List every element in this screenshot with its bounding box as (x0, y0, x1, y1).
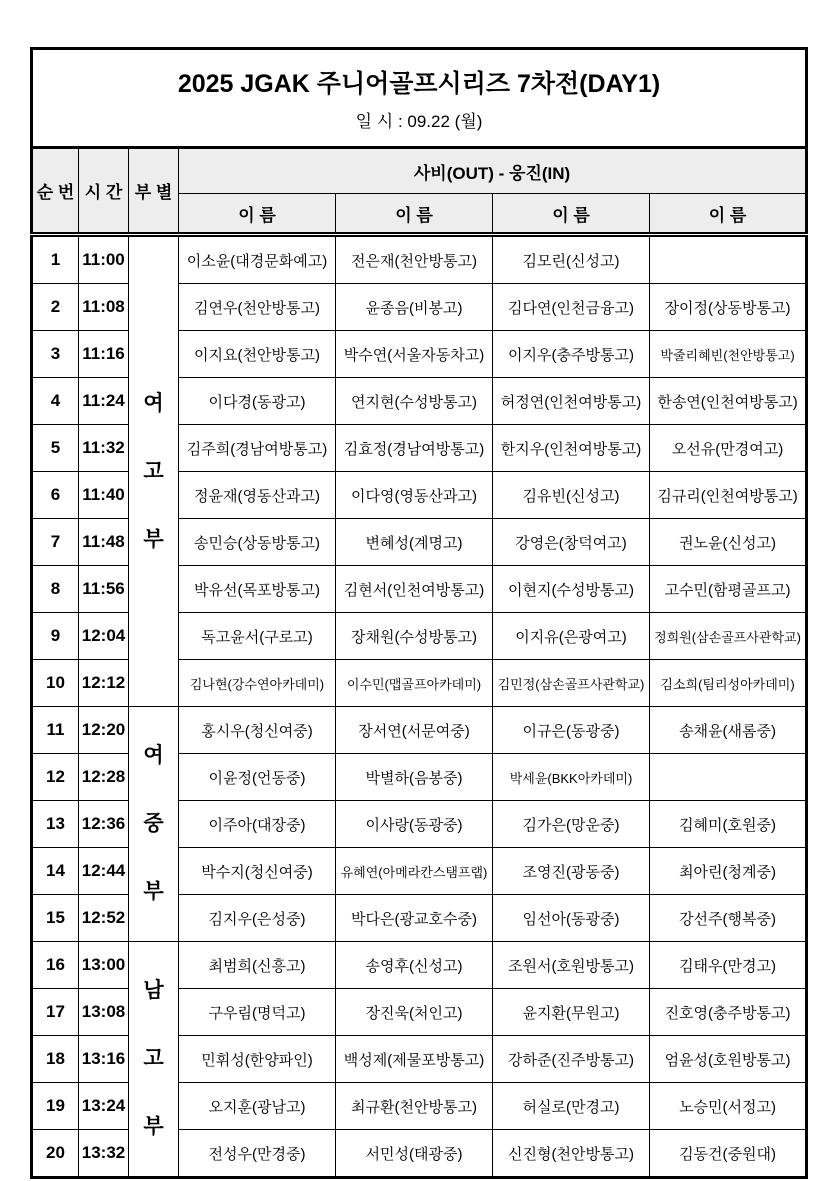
player-name-cell: 홍시우(청신여중) (179, 707, 336, 754)
player-name-cell: 윤지환(무원고) (493, 989, 650, 1036)
player-name-cell: 독고윤서(구로고) (179, 613, 336, 660)
player-name-cell: 진호영(충주방통고) (650, 989, 807, 1036)
row-number-cell: 3 (32, 331, 79, 378)
player-name-cell: 유혜연(아메라칸스탬프랩) (336, 848, 493, 895)
player-name-cell: 전성우(만경중) (179, 1130, 336, 1178)
player-name-cell: 서민성(태광중) (336, 1130, 493, 1178)
player-name-cell (650, 235, 807, 284)
header-time: 시 간 (79, 148, 129, 235)
player-name-cell: 노승민(서정고) (650, 1083, 807, 1130)
player-name-cell (650, 754, 807, 801)
table-row (32, 707, 807, 754)
time-cell: 11:32 (79, 425, 129, 472)
header-row-1 (32, 148, 807, 194)
header-name-2: 이 름 (336, 194, 493, 235)
player-name-cell: 김효정(경남여방통고) (336, 425, 493, 472)
row-number-cell: 13 (32, 801, 79, 848)
player-name-cell: 최아린(청계중) (650, 848, 807, 895)
player-name-cell: 이수민(맵골프아카데미) (336, 660, 493, 707)
player-name-cell: 강영은(창덕여고) (493, 519, 650, 566)
player-name-cell: 박유선(목포방통고) (179, 566, 336, 613)
title-cell (32, 49, 807, 148)
player-name-cell: 오지훈(광남고) (179, 1083, 336, 1130)
player-name-cell: 이지유(은광여고) (493, 613, 650, 660)
time-cell: 13:08 (79, 989, 129, 1036)
player-name-cell: 엄윤성(호원방통고) (650, 1036, 807, 1083)
player-name-cell: 연지현(수성방통고) (336, 378, 493, 425)
title-row (32, 49, 807, 148)
player-name-cell: 김현서(인천여방통고) (336, 566, 493, 613)
header-course: 사비(OUT) - 웅진(IN) (179, 148, 807, 194)
player-name-cell: 이다영(영동산과고) (336, 472, 493, 519)
player-name-cell: 전은재(천안방통고) (336, 235, 493, 284)
division-cell (129, 707, 179, 942)
player-name-cell: 윤종음(비봉고) (336, 284, 493, 331)
division-label: 남고부 (143, 979, 164, 1138)
player-name-cell: 구우림(명덕고) (179, 989, 336, 1036)
time-cell: 12:28 (79, 754, 129, 801)
time-cell: 13:00 (79, 942, 129, 989)
table-body (32, 235, 807, 1178)
time-cell: 12:04 (79, 613, 129, 660)
table-row (32, 942, 807, 989)
player-name-cell: 김유빈(신성고) (493, 472, 650, 519)
player-name-cell: 정희원(삼손골프사관학교) (650, 613, 807, 660)
time-cell: 11:56 (79, 566, 129, 613)
row-number-cell: 10 (32, 660, 79, 707)
player-name-cell: 이지우(충주방통고) (493, 331, 650, 378)
player-name-cell: 조영진(광동중) (493, 848, 650, 895)
event-date: 일 시 : 09.22 (월) (355, 112, 483, 131)
row-number-cell: 19 (32, 1083, 79, 1130)
row-number-cell: 1 (32, 235, 79, 284)
player-name-cell: 최범희(신흥고) (179, 942, 336, 989)
row-number-cell: 5 (32, 425, 79, 472)
player-name-cell: 이윤정(언동중) (179, 754, 336, 801)
player-name-cell: 박수지(청신여중) (179, 848, 336, 895)
header-no: 순 번 (32, 148, 79, 235)
player-name-cell: 김민정(삼손골프사관학교) (493, 660, 650, 707)
player-name-cell: 이사랑(동광중) (336, 801, 493, 848)
time-cell: 11:40 (79, 472, 129, 519)
time-cell: 11:00 (79, 235, 129, 284)
player-name-cell: 송민승(상동방통고) (179, 519, 336, 566)
player-name-cell: 김소희(팀리성아카데미) (650, 660, 807, 707)
time-cell: 11:24 (79, 378, 129, 425)
tee-time-table (30, 47, 808, 1179)
player-name-cell: 김모린(신성고) (493, 235, 650, 284)
player-name-cell: 김지우(은성중) (179, 895, 336, 942)
player-name-cell: 김연우(천안방통고) (179, 284, 336, 331)
player-name-cell: 오선유(만경여고) (650, 425, 807, 472)
row-number-cell: 4 (32, 378, 79, 425)
time-cell: 13:32 (79, 1130, 129, 1178)
player-name-cell: 이지요(천안방통고) (179, 331, 336, 378)
player-name-cell: 한송연(인천여방통고) (650, 378, 807, 425)
time-cell: 11:16 (79, 331, 129, 378)
player-name-cell: 변혜성(계명고) (336, 519, 493, 566)
row-number-cell: 7 (32, 519, 79, 566)
time-cell: 12:52 (79, 895, 129, 942)
player-name-cell: 장서연(서문여중) (336, 707, 493, 754)
player-name-cell: 박별하(음봉중) (336, 754, 493, 801)
player-name-cell: 이현지(수성방통고) (493, 566, 650, 613)
player-name-cell: 조원서(호원방통고) (493, 942, 650, 989)
time-cell: 11:08 (79, 284, 129, 331)
player-name-cell: 김다연(인천금융고) (493, 284, 650, 331)
player-name-cell: 신진형(천안방통고) (493, 1130, 650, 1178)
player-name-cell: 송채윤(새롬중) (650, 707, 807, 754)
player-name-cell: 박세윤(BKK아카데미) (493, 754, 650, 801)
player-name-cell: 박수연(서울자동차고) (336, 331, 493, 378)
time-cell: 12:36 (79, 801, 129, 848)
row-number-cell: 11 (32, 707, 79, 754)
player-name-cell: 박다은(광교호수중) (336, 895, 493, 942)
division-label: 여고부 (143, 391, 164, 551)
player-name-cell: 민휘성(한양파인) (179, 1036, 336, 1083)
player-name-cell: 임선아(동광중) (493, 895, 650, 942)
document-title: 2025 JGAK 주니어골프시리즈 7차전(DAY1) (177, 70, 661, 98)
player-name-cell: 허실로(만경고) (493, 1083, 650, 1130)
player-name-cell: 허정연(인천여방통고) (493, 378, 650, 425)
time-cell: 11:48 (79, 519, 129, 566)
row-number-cell: 2 (32, 284, 79, 331)
player-name-cell: 최규환(천안방통고) (336, 1083, 493, 1130)
player-name-cell: 고수민(함평골프고) (650, 566, 807, 613)
row-number-cell: 15 (32, 895, 79, 942)
row-number-cell: 9 (32, 613, 79, 660)
player-name-cell: 김태우(만경고) (650, 942, 807, 989)
header-name-4: 이 름 (650, 194, 807, 235)
player-name-cell: 김주희(경남여방통고) (179, 425, 336, 472)
player-name-cell: 강하준(진주방통고) (493, 1036, 650, 1083)
player-name-cell: 강선주(행복중) (650, 895, 807, 942)
header-division: 부 별 (129, 148, 179, 235)
row-number-cell: 12 (32, 754, 79, 801)
row-number-cell: 17 (32, 989, 79, 1036)
player-name-cell: 이주아(대장중) (179, 801, 336, 848)
player-name-cell: 정윤재(영동산과고) (179, 472, 336, 519)
header-name-1: 이 름 (179, 194, 336, 235)
row-number-cell: 6 (32, 472, 79, 519)
player-name-cell: 김규리(인천여방통고) (650, 472, 807, 519)
row-number-cell: 16 (32, 942, 79, 989)
row-number-cell: 14 (32, 848, 79, 895)
player-name-cell: 백성제(제물포방통고) (336, 1036, 493, 1083)
row-number-cell: 8 (32, 566, 79, 613)
time-cell: 13:16 (79, 1036, 129, 1083)
row-number-cell: 18 (32, 1036, 79, 1083)
player-name-cell: 김동건(중원대) (650, 1130, 807, 1178)
player-name-cell: 이다경(동광고) (179, 378, 336, 425)
time-cell: 13:24 (79, 1083, 129, 1130)
player-name-cell: 한지우(인천여방통고) (493, 425, 650, 472)
player-name-cell: 이규은(동광중) (493, 707, 650, 754)
table-row (32, 235, 807, 284)
header-name-3: 이 름 (493, 194, 650, 235)
row-number-cell: 20 (32, 1130, 79, 1178)
player-name-cell: 장채원(수성방통고) (336, 613, 493, 660)
division-cell (129, 942, 179, 1178)
player-name-cell: 장이정(상동방통고) (650, 284, 807, 331)
division-cell (129, 235, 179, 707)
player-name-cell: 송영후(신성고) (336, 942, 493, 989)
player-name-cell: 김가은(망운중) (493, 801, 650, 848)
player-name-cell: 권노윤(신성고) (650, 519, 807, 566)
player-name-cell: 장진욱(처인고) (336, 989, 493, 1036)
time-cell: 12:12 (79, 660, 129, 707)
time-cell: 12:44 (79, 848, 129, 895)
player-name-cell: 박줄리혜빈(천안방통고) (650, 331, 807, 378)
player-name-cell: 김혜미(호원중) (650, 801, 807, 848)
player-name-cell: 이소윤(대경문화예고) (179, 235, 336, 284)
player-name-cell: 김나현(강수연아카데미) (179, 660, 336, 707)
time-cell: 12:20 (79, 707, 129, 754)
division-label: 여중부 (143, 744, 164, 903)
